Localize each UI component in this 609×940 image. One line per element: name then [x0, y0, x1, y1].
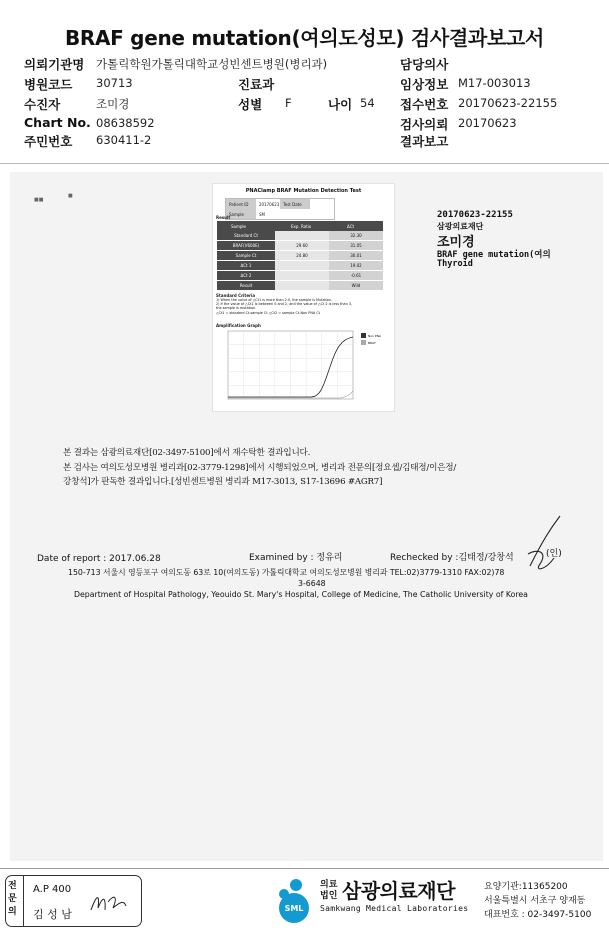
care-code: 요양기관:11365200	[484, 882, 568, 892]
department-label: 진료과	[238, 77, 275, 92]
info-label: Patient ID	[229, 202, 249, 207]
legend-swatch-light	[361, 340, 366, 345]
result-table-cell: Sample Ct	[217, 251, 275, 261]
result-table-cell: 19.02	[329, 261, 383, 271]
logo-mark-text: SML	[284, 904, 304, 913]
stamp-receipt: 20170623-22155	[437, 210, 513, 220]
note-line-3: 강창석]가 판독한 결과입니다.[성빈센트병원 병리과 M17-3013, S17-13696 #AGR7]	[63, 477, 383, 487]
pnaclamp-report-image	[212, 183, 395, 412]
result-table-cell: ΔCt 2	[217, 271, 275, 281]
result-header-cell: ΔCt	[347, 224, 355, 229]
org-name: 삼광의료재단	[342, 879, 455, 903]
request-date-value: 20170623	[458, 116, 517, 130]
receipt-no-label: 접수번호	[400, 97, 449, 112]
header-divider	[0, 163, 609, 164]
info-label: Test Date	[283, 202, 302, 207]
note-line-2: 본 검사는 여의도성모병원 병리과[02-3779-1298]에서 시행되었으며, 병리과 전문의[정요셉/김태정/이은정/	[63, 463, 457, 473]
result-report-label: 결과보고	[400, 134, 449, 149]
criteria-text	[216, 298, 386, 315]
result-heading: Result	[216, 215, 231, 220]
resident-no-value: 630411-2	[96, 133, 152, 147]
org-prefix	[320, 880, 337, 902]
result-table-cell	[275, 281, 329, 291]
stamp-site: Thyroid	[437, 259, 473, 269]
institution-label: 의뢰기관명	[24, 57, 85, 72]
institution-value: 가톨릭학원가톨릭대학교성빈센트병원(병리과)	[96, 57, 328, 71]
care-code-label: 요양기관	[484, 882, 519, 892]
result-table-cell: -0.61	[329, 271, 383, 281]
info-value: SM	[259, 212, 265, 217]
footer-divider	[0, 868, 609, 869]
clinical-info-label: 임상정보	[400, 77, 449, 92]
specialist-side-label: 전문의	[8, 881, 17, 917]
rep-phone-label: 대표번호	[484, 910, 519, 920]
care-code-value: 11365200	[521, 882, 568, 892]
result-table-row	[217, 251, 383, 261]
address-line-1: 150-713 서울시 영등포구 여의도동 63로 10(여의도동) 가톨릭대학교 여의도성모병원 병리과 TEL:02)3779-1310 FAX:02)78	[68, 568, 505, 577]
result-table-cell: Result	[217, 281, 275, 291]
result-table-row	[217, 231, 383, 241]
report-title: BRAF gene mutation(여의도성모) 검사결과보고서	[64, 26, 545, 50]
specialist-signature-mark	[88, 888, 128, 918]
result-table-cell	[275, 261, 329, 271]
info-table	[225, 198, 335, 220]
criteria-heading: Standard Criteria	[216, 293, 256, 298]
signature-suffix: (인)	[546, 549, 562, 559]
scan-mark: ■■	[34, 197, 44, 203]
result-table-cell	[275, 231, 329, 241]
patient-label: 수진자	[24, 97, 61, 112]
org-address: 서울특별시 서초구 양재동	[484, 896, 586, 906]
org-name-en: Samkwang Medical Laboratories	[320, 904, 469, 913]
chart-no-value: 08638592	[96, 116, 155, 130]
result-table-cell: 31.05	[329, 241, 383, 251]
chart-no-label: Chart No.	[24, 115, 91, 130]
hospital-code-value: 30713	[96, 76, 133, 90]
criteria-line: 1) When the value of △Ct1 is more than 2.0, the sample is Mutation.	[216, 298, 333, 302]
scan-mark: ■	[68, 193, 73, 199]
result-table-cell: Wild	[329, 281, 383, 291]
result-table-cell: 30.01	[329, 251, 383, 261]
sex-value: F	[285, 96, 292, 110]
org-prefix-2: 법인	[320, 891, 338, 901]
sex-label: 성별	[238, 97, 263, 112]
result-table-cell: Standard Ct	[217, 231, 275, 241]
legend-swatch-dark	[361, 333, 366, 338]
amplification-heading: Amplification Graph	[216, 323, 261, 328]
hospital-code-label: 병원코드	[24, 77, 73, 92]
legend-label: BRAF	[368, 341, 376, 345]
result-table-row	[217, 281, 383, 291]
result-table-row	[217, 271, 383, 281]
specialist-name: 김 성 남	[33, 908, 72, 921]
request-date-label: 검사의뢰	[400, 117, 449, 132]
result-table-cell: ΔCt 1	[217, 261, 275, 271]
criteria-line: △Ct1 = standard Ct-sample Ct △Ct2 = sample Ct-Non PNA Ct	[216, 310, 320, 315]
stamp-box-divider	[23, 875, 24, 927]
stamp-org: 삼광의료재단	[437, 222, 484, 231]
result-table-cell: 24.80	[275, 251, 329, 261]
info-value: 20170623	[259, 202, 280, 207]
age-label: 나이	[328, 97, 353, 112]
result-table-cell: 32.30	[329, 231, 383, 241]
stamp-test-name: BRAF gene mutation(여의	[437, 250, 551, 260]
info-label: Sample	[229, 212, 244, 217]
patient-value: 조미경	[96, 97, 130, 111]
resident-no-label: 주민번호	[24, 134, 73, 149]
examined-by: Examined by : 정유리	[249, 553, 343, 563]
doctor-label: 담당의사	[400, 57, 449, 72]
criteria-line: the sample is mutation.	[216, 306, 257, 311]
stamp-patient-name: 조미경	[437, 235, 475, 250]
org-prefix-1: 의료	[320, 880, 338, 890]
result-table-cell	[275, 271, 329, 281]
specialist-code: A.P 400	[33, 884, 72, 895]
age-value: 54	[360, 96, 375, 110]
rep-phone-value: 02-3497-5100	[527, 910, 592, 920]
date-of-report: Date of report : 2017.06.28	[37, 554, 161, 564]
criteria-line: 2) If the value of △Ct1 is between 0 and 2, and the value of △Ct 2 is less than 3,	[216, 302, 353, 307]
result-header-cell: Exp. Ratio	[291, 224, 312, 229]
result-header-cell: Sample	[231, 224, 246, 229]
clinical-info-value: M17-003013	[458, 76, 531, 90]
result-table-row	[217, 261, 383, 271]
legend-label: Non PNA	[368, 334, 382, 338]
receipt-no-value: 20170623-22155	[458, 96, 558, 110]
result-table-cell: BRAF(V600E)	[217, 241, 275, 251]
result-table	[217, 221, 383, 291]
rechecked-by: Rechecked by :김태정/강창석	[390, 553, 514, 563]
address-line-2: 3-6648	[298, 579, 326, 588]
amplification-graph	[216, 329, 392, 409]
result-table-cell: 29.60	[275, 241, 329, 251]
rep-phone: 대표번호 : 02-3497-5100	[484, 910, 592, 920]
sml-logo-icon	[268, 876, 320, 926]
pnaclamp-title: PNAClamp BRAF Mutation Detection Test	[245, 188, 362, 194]
department-line: Department of Hospital Pathology, Yeouido St. Mary's Hospital, College of Medicine, The Catholic University of Korea	[74, 590, 528, 599]
note-line-1: 본 결과는 삼광의료재단[02-3497-5100]에서 재수탁한 결과입니다.	[63, 448, 311, 458]
handwritten-signature-mark	[520, 514, 564, 576]
result-table-row	[217, 241, 383, 251]
